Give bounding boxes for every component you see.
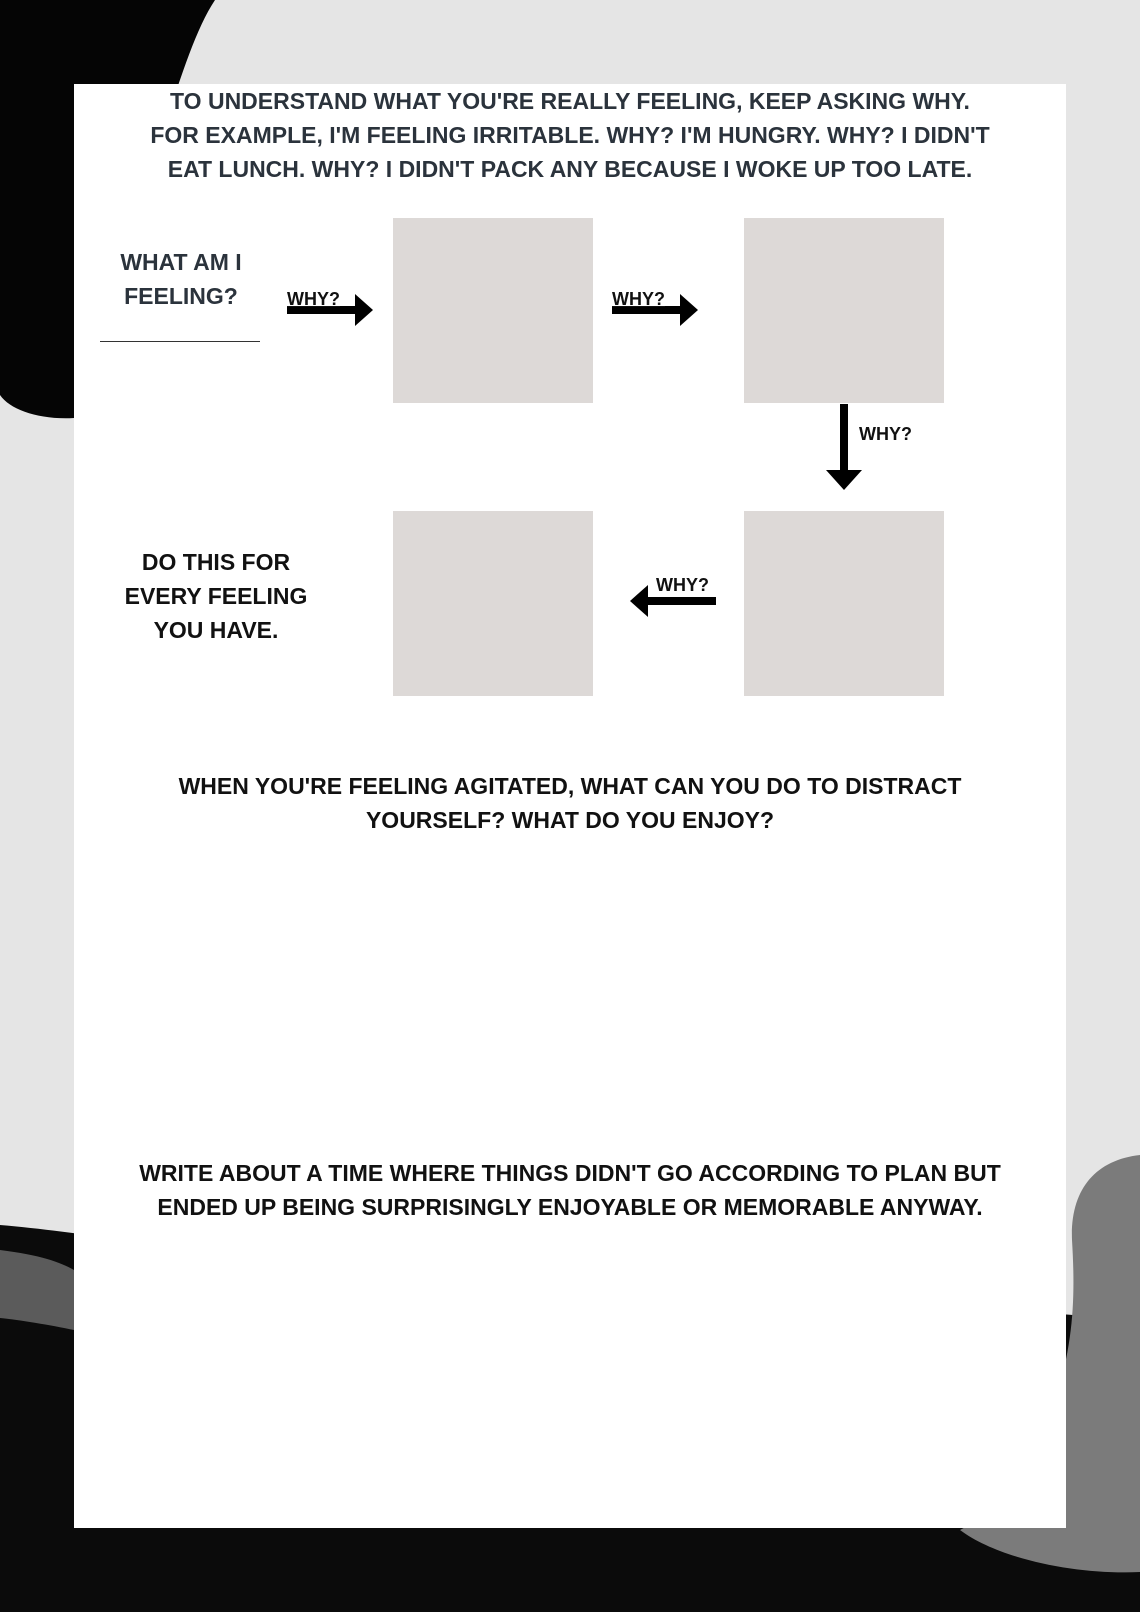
why-label-4: WHY? <box>656 575 709 595</box>
intro-line-1: TO UNDERSTAND WHAT YOU'RE REALLY FEELING, KEEP ASKING WHY. <box>170 88 970 114</box>
worksheet-page <box>74 84 1066 1528</box>
distract-line-2: YOURSELF? WHAT DO YOU ENJOY? <box>365 807 775 833</box>
intro-line-3: EAT LUNCH. WHY? I DIDN'T PACK ANY BECAUSE I WOKE UP TOO LATE. <box>167 156 973 182</box>
answer-box-3[interactable] <box>744 511 944 696</box>
repeat-line-3: YOU HAVE. <box>153 617 279 643</box>
intro-text <box>74 84 1066 186</box>
feeling-answer-line[interactable] <box>100 341 260 342</box>
feeling-label-line-2: FEELING? <box>124 283 238 309</box>
why-label-2: WHY? <box>612 289 665 309</box>
feeling-label-line-1: WHAT AM I <box>120 249 242 275</box>
intro-line-2: FOR EXAMPLE, I'M FEELING IRRITABLE. WHY? I'M HUNGRY. WHY? I DIDN'T <box>150 122 990 148</box>
repeat-line-1: DO THIS FOR <box>141 549 291 575</box>
answer-box-1[interactable] <box>393 218 593 403</box>
repeat-line-2: EVERY FEELING <box>124 583 308 609</box>
distract-line-1: WHEN YOU'RE FEELING AGITATED, WHAT CAN YOU DO TO DISTRACT <box>178 773 962 799</box>
repeat-instruction <box>106 545 326 647</box>
why-label-3: WHY? <box>859 424 912 444</box>
plan-line-2: ENDED UP BEING SURPRISINGLY ENJOYABLE OR MEMORABLE ANYWAY. <box>157 1194 983 1220</box>
answer-box-2[interactable] <box>744 218 944 403</box>
answer-box-4[interactable] <box>393 511 593 696</box>
plan-prompt <box>74 1156 1066 1224</box>
down-arrow-icon <box>826 404 862 490</box>
what-am-i-feeling-label <box>96 245 266 313</box>
plan-line-1: WRITE ABOUT A TIME WHERE THINGS DIDN'T GO ACCORDING TO PLAN BUT <box>139 1160 1001 1186</box>
why-label-1: WHY? <box>287 289 340 309</box>
distract-prompt <box>74 769 1066 837</box>
